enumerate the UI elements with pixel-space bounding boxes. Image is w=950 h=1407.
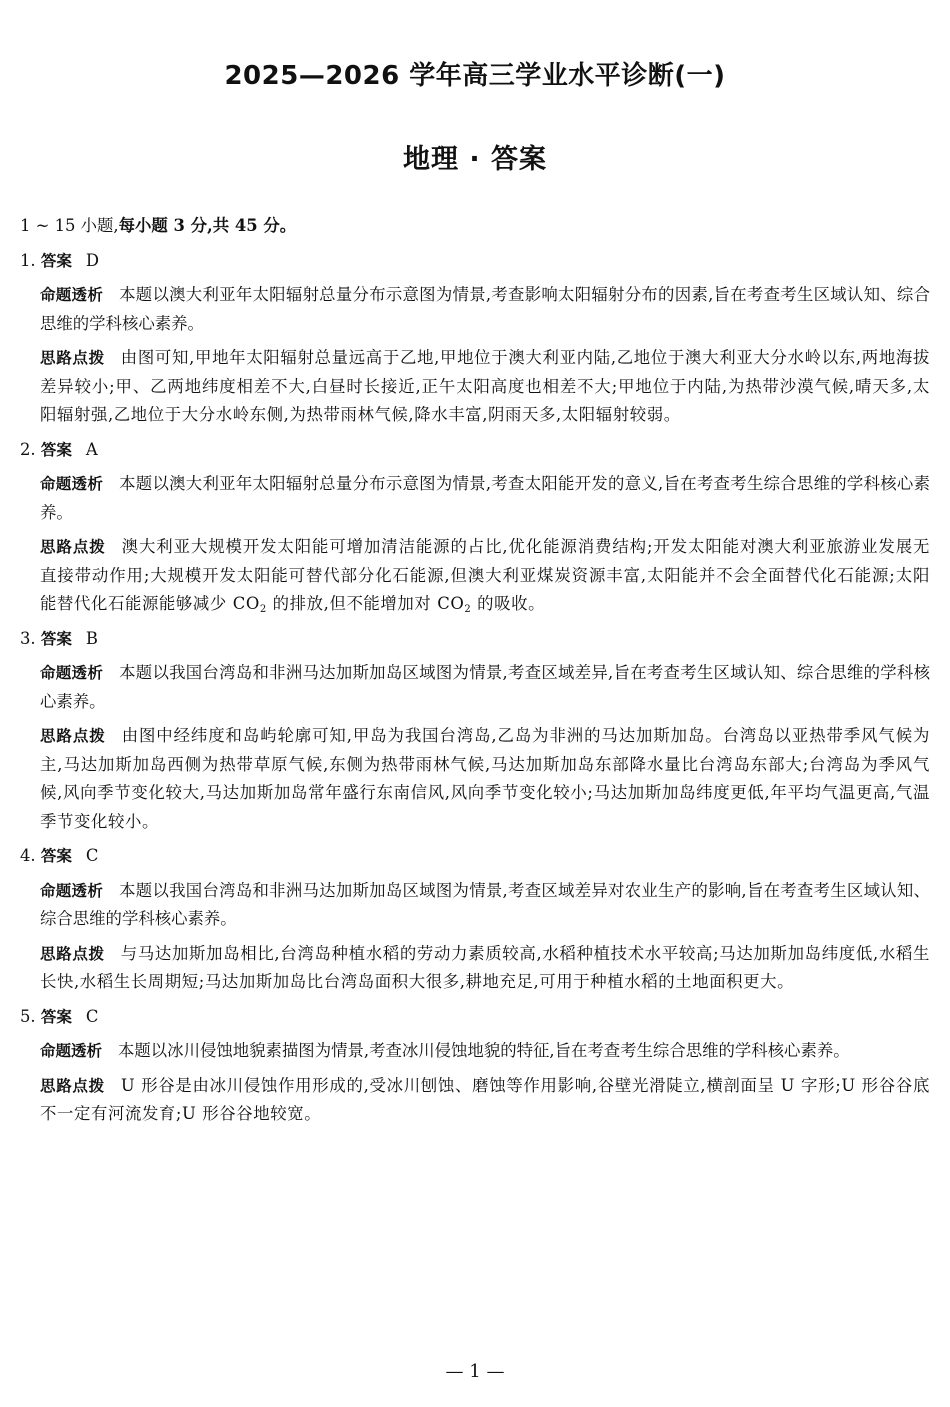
answer-line (20, 436, 930, 465)
answer-label: 答案 (40, 251, 72, 270)
answer-line (20, 1003, 930, 1032)
answer-label: 答案 (40, 440, 72, 459)
question-2 (20, 436, 930, 619)
answer-value: C (85, 1006, 99, 1026)
intent-label: 命题透析 (40, 1042, 103, 1060)
analysis-label: 思路点拨 (40, 727, 106, 745)
intent-text: 本题以澳大利亚年太阳辐射总量分布示意图为情景,考查影响太阳辐射分布的因素,旨在考查考生区域认知、综合思维的学科核心素养。 (40, 285, 930, 333)
analysis-label: 思路点拨 (40, 538, 106, 556)
question-range: 1 ~ 15 小题, (20, 216, 119, 235)
answer-line (20, 247, 930, 276)
analysis-label: 思路点拨 (40, 1076, 105, 1095)
page-number: — 1 — (445, 1361, 505, 1382)
intent-text: 本题以冰川侵蚀地貌素描图为情景,考查冰川侵蚀地貌的特征,旨在考查考生综合思维的学科核心素养。 (118, 1041, 850, 1060)
answer-line (20, 842, 930, 871)
analysis-text: 由图可知,甲地年太阳辐射总量远高于乙地,甲地位于澳大利亚内陆,乙地位于澳大利亚大分水岭以东,两地海拔差异较小;甲、乙两地纬度相差不大,白昼时长接近,正午太阳高度也相差不大;甲地位于内陆,为热带沙漠气候,晴天多,太阳辐射强,乙地位于大分水岭东侧,为热带雨林气候,降水丰富,阴雨天多,太阳辐射较弱。 (40, 348, 930, 424)
intent-paragraph (40, 1037, 930, 1066)
analysis-text-part-c: 的吸收。 (471, 594, 546, 613)
analysis-paragraph (40, 344, 930, 430)
intent-paragraph (40, 470, 930, 527)
question-3 (20, 625, 930, 837)
analysis-text-part-b: 的排放,但不能增加对 CO (266, 594, 465, 613)
intent-label: 命题透析 (40, 286, 104, 304)
scoring-rule: 每小题 3 分,共 45 分。 (118, 216, 297, 235)
answer-value: A (85, 439, 98, 459)
intent-text: 本题以我国台湾岛和非洲马达加斯加岛区域图为情景,考查区域差异对农业生产的影响,旨在考查考生区域认知、综合思维的学科核心素养。 (40, 880, 930, 928)
intent-text: 本题以澳大利亚年太阳辐射总量分布示意图为情景,考查太阳能开发的意义,旨在考查考生综合思维的学科核心素养。 (40, 474, 930, 522)
subscript-2: 2 (259, 604, 267, 615)
question-5 (20, 1003, 930, 1129)
answer-content (20, 212, 930, 1135)
question-number: 3. (20, 628, 36, 648)
document-subtitle: 地理 · 答案 (402, 144, 548, 175)
question-1 (20, 247, 930, 430)
answer-label: 答案 (40, 847, 72, 865)
document-title: 2025—2026 学年高三学业水平诊断(一) (224, 61, 726, 91)
question-number: 5. (20, 1006, 36, 1026)
analysis-text-part-a: 澳大利亚大规模开发太阳能可增加清洁能源的占比,优化能源消费结构;开发太阳能对澳大利亚旅游业发展无直接带动作用;大规模开发太阳能可替代部分化石能源,但澳大利亚煤炭资源丰富,太阳能并不会全面替代化石能源;太阳能替代化石能源能够减少 CO (40, 537, 931, 613)
analysis-paragraph (40, 533, 930, 619)
intent-text: 本题以我国台湾岛和非洲马达加斯加岛区域图为情景,考查区域差异,旨在考查考生区域认知、综合思维的学科核心素养。 (40, 663, 930, 711)
analysis-paragraph (40, 1072, 930, 1129)
question-number: 1. (20, 250, 36, 270)
analysis-label: 思路点拨 (40, 349, 105, 367)
answer-line (20, 625, 930, 654)
intent-paragraph (40, 659, 930, 716)
answer-value: B (85, 628, 98, 648)
intent-paragraph (40, 877, 930, 934)
question-number: 4. (20, 846, 36, 865)
question-number: 2. (20, 439, 36, 459)
intent-label: 命题透析 (40, 475, 104, 493)
subscript-2: 2 (464, 604, 472, 615)
analysis-text: U 形谷是由冰川侵蚀作用形成的,受冰川刨蚀、磨蚀等作用影响,谷壁光滑陡立,横剖面呈 U 字形;U 形谷谷底不一定有河流发育;U 形谷谷地较宽。 (40, 1075, 930, 1123)
answer-label: 答案 (40, 629, 72, 648)
analysis-label: 思路点拨 (40, 944, 105, 963)
answer-label: 答案 (40, 1007, 72, 1026)
question-4 (20, 842, 930, 997)
answer-value: C (85, 846, 99, 865)
answer-value: D (85, 250, 100, 270)
analysis-paragraph (40, 940, 930, 997)
intent-paragraph (40, 281, 930, 338)
intent-label: 命题透析 (40, 664, 104, 682)
scoring-intro (20, 212, 930, 241)
analysis-text: 由图中经纬度和岛屿轮廓可知,甲岛为我国台湾岛,乙岛为非洲的马达加斯加岛。台湾岛以亚热带季风气候为主,马达加斯加岛西侧为热带草原气候,东侧为热带雨林气候,马达加斯加岛东部降水量比台湾岛东部大;台湾岛为季风气候,风向季节变化较大,马达加斯加岛常年盛行东南信风,风向季节变化较小;马达加斯加岛纬度更低,年平均气温更高,气温季节变化较小。 (40, 726, 930, 831)
intent-label: 命题透析 (40, 881, 104, 900)
analysis-text: 与马达加斯加岛相比,台湾岛种植水稻的劳动力素质较高,水稻种植技术水平较高;马达加斯加岛纬度低,水稻生长快,水稻生长周期短;马达加斯加岛比台湾岛面积大很多,耕地充足,可用于种植水稻的土地面积更大。 (40, 943, 930, 991)
analysis-paragraph (40, 722, 930, 836)
